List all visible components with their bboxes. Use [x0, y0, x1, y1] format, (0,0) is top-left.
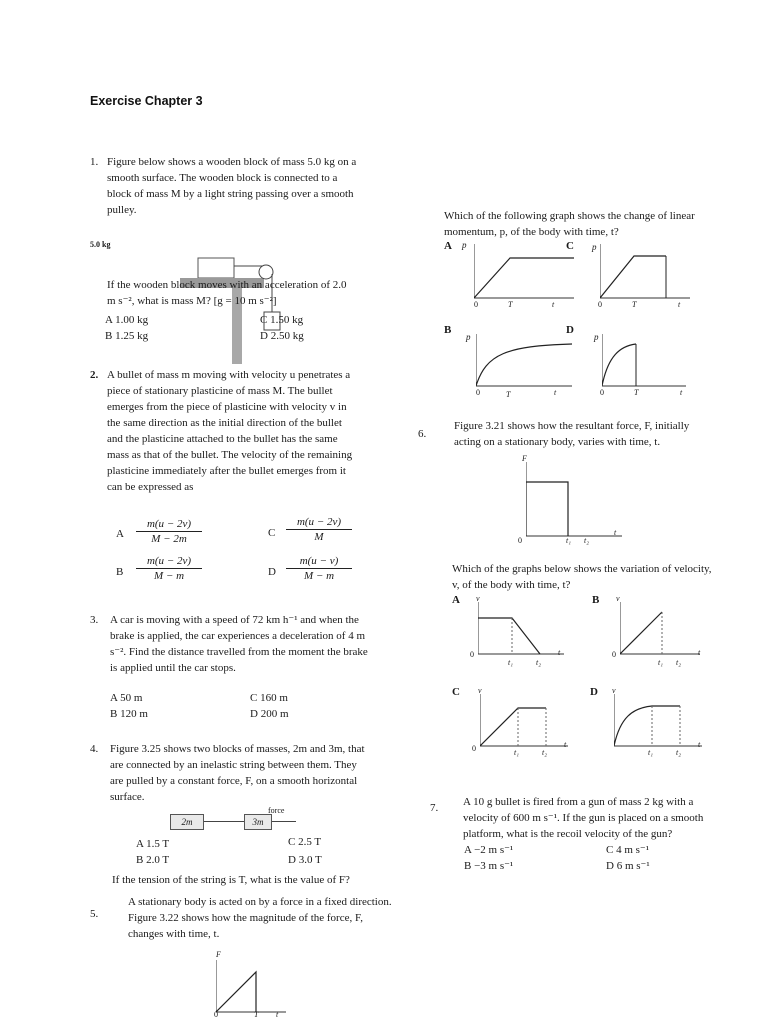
- q1-graph-b: [444, 324, 574, 399]
- q1-graph-c-t: t: [678, 300, 681, 309]
- q1-graph-d-letter: D: [566, 324, 574, 336]
- q1-graph-c-T: T: [632, 300, 637, 309]
- q7-option-c: C 4 m s⁻¹: [606, 844, 650, 856]
- q6-graph-c-t: t: [564, 740, 567, 749]
- q1-graph-b-letter: B: [444, 324, 452, 336]
- q6-graph-b-origin: 0: [612, 650, 616, 659]
- q6-graph-a-t1: t₁: [508, 658, 514, 667]
- q2-option-a: [136, 518, 202, 545]
- q1-wooden-block: [198, 258, 234, 278]
- q6-graph-c-origin: 0: [472, 744, 476, 753]
- q4-option-a: A 1.5 T: [136, 838, 170, 850]
- q2-option-a-denominator: M − 2m: [151, 533, 187, 545]
- q1-option-c: C 1.50 kg: [260, 314, 304, 326]
- q6-graph-d-letter: D: [590, 686, 598, 698]
- q1-option-d: D 2.50 kg: [260, 330, 304, 342]
- q2-option-b-numerator: m(u − 2v): [136, 555, 202, 569]
- q6-graph-c-t2: t₂: [542, 748, 548, 757]
- page-title: Exercise Chapter 3: [90, 94, 203, 108]
- q5-axis-origin: 0: [214, 1010, 218, 1019]
- q1-block-label: 5.0 kg: [90, 240, 111, 249]
- q1-text: Figure below shows a wooden block of mass 5.0 kg on a smooth surface. The wooden block is connected to a block of mass M by a light string passing over a smooth pulley.: [107, 156, 357, 216]
- q6-t2: t₂: [584, 536, 590, 545]
- q2-option-c: [286, 516, 352, 543]
- q1-graph-d: [566, 324, 696, 396]
- q6-axis-t: t: [614, 528, 617, 537]
- q5-axis-t: t: [276, 1010, 279, 1019]
- q4-text: Figure 3.25 shows two blocks of masses, 2m and 3m, that are connected by an inelastic string between them. They are pulled by a constant force, F, on a smooth horizontal surface.: [110, 743, 365, 803]
- q6-graph-d-t: t: [698, 740, 701, 749]
- q6-graph-question: Which of the graphs below shows the variation of velocity, v, of the body with time, t?: [452, 563, 712, 591]
- q4-force-label: force: [268, 806, 285, 815]
- q2-option-b: [136, 555, 202, 582]
- q1-graph-c-letter: C: [566, 240, 574, 252]
- q4-option-c: C 2.5 T: [288, 836, 322, 848]
- q3-option-d: D 200 m: [250, 708, 289, 720]
- q7-option-a: A −2 m s⁻¹: [464, 844, 514, 856]
- q1-graph-d-t: t: [680, 388, 683, 397]
- q4-string: [204, 821, 244, 822]
- q1-option-b: B 1.25 kg: [105, 330, 149, 342]
- q3-option-b: B 120 m: [110, 708, 148, 720]
- q1-graph-a-t: t: [552, 300, 555, 309]
- q7-number: 7.: [430, 802, 439, 814]
- q1-graph-c-axis-p: p: [592, 242, 597, 252]
- q1-graph-d-axis-p: p: [594, 332, 599, 342]
- q6-axis-origin: 0: [518, 536, 522, 545]
- q2-option-b-denominator: M − m: [153, 570, 185, 582]
- q1-graph-d-T: T: [634, 388, 639, 397]
- q7-text: A 10 g bullet is fired from a gun of mass 2 kg with a velocity of 600 m s⁻¹. If the gun is placed on a smooth platform, what is the recoil velocity of the gun?: [463, 796, 704, 840]
- q6-graph-d-t2: t₂: [676, 748, 682, 757]
- q2-option-c-numerator: m(u − 2v): [286, 516, 352, 530]
- q2-option-d-numerator: m(u − v): [286, 555, 352, 569]
- q4-number: 4.: [90, 743, 99, 755]
- q6-graph-c: [452, 686, 572, 766]
- q2-option-a-numerator: m(u − 2v): [136, 518, 202, 532]
- q1-number: 1.: [90, 156, 99, 168]
- q2-option-c-denominator: M: [314, 531, 324, 543]
- q6-graph-a-origin: 0: [470, 650, 474, 659]
- q6-graph-c-letter: C: [452, 686, 460, 698]
- q1-graph-question: Which of the following graph shows the change of linear momentum, p, of the body with time, t?: [444, 210, 695, 238]
- q6-graph-b-t: t: [698, 648, 701, 657]
- q5-axis-T: T: [254, 1010, 259, 1019]
- q6-graph-a-t2: t₂: [536, 658, 542, 667]
- q2-number: 2.: [90, 369, 99, 381]
- q6-t1: t₁: [566, 536, 572, 545]
- q6-force-graph: [516, 454, 626, 548]
- q1-graph-a-axis-p: p: [462, 240, 467, 250]
- q6-graph-c-axis-v: v: [478, 686, 482, 695]
- q6-graph-d-axis-v: v: [612, 686, 616, 695]
- q6-graph-d: [590, 686, 708, 766]
- q6-graph-b: [592, 594, 708, 674]
- q5-number: 5.: [90, 908, 99, 920]
- q4-block-3m: [244, 814, 272, 830]
- q4-force-arrow: [272, 821, 296, 822]
- q4-option-d: D 3.0 T: [288, 854, 322, 866]
- q6-graph-b-axis-v: v: [616, 594, 620, 603]
- q5-text: A stationary body is acted on by a force in a fixed direction. Figure 3.22 shows how the magnitude of the force, F, changes with time, t.: [128, 896, 392, 940]
- q6-text: Figure 3.21 shows how the resultant force, F, initially acting on a stationary body, varies with time, t.: [454, 420, 690, 448]
- q6-graph-a-t: t: [558, 648, 561, 657]
- q6-graph-b-letter: B: [592, 594, 600, 606]
- q6-graph-b-t1: t₁: [658, 658, 664, 667]
- q1-graph-a-letter: A: [444, 240, 452, 252]
- q6-number: 6.: [418, 428, 427, 440]
- q7-option-b: B −3 m s⁻¹: [464, 860, 514, 872]
- q4-block-3m-label: 3m: [252, 817, 264, 827]
- q6-graph-b-t2: t₂: [676, 658, 682, 667]
- q1-graph-a-T: T: [508, 300, 513, 309]
- q1-graph-c: [566, 240, 696, 312]
- q6-graph-d-t1: t₁: [648, 748, 654, 757]
- q1-graph-b-t: t: [554, 388, 557, 397]
- q6-graph-a: [452, 594, 568, 674]
- q1-option-a: A 1.00 kg: [105, 314, 149, 326]
- q2-option-d: [286, 555, 352, 582]
- q2-option-d-denominator: M − m: [303, 570, 335, 582]
- q1-graph-a-origin: 0: [474, 300, 478, 309]
- q1-graph-b-axis-p: p: [466, 332, 471, 342]
- q6-graph-a-letter: A: [452, 594, 460, 606]
- q3-option-c: C 160 m: [250, 692, 288, 704]
- q1-graph-a: [444, 240, 574, 312]
- q1-graph-c-origin: 0: [598, 300, 602, 309]
- q6-graph-c-t1: t₁: [514, 748, 520, 757]
- q4-block-2m: [170, 814, 204, 830]
- q4-block-2m-label: 2m: [181, 817, 193, 827]
- q3-text: A car is moving with a speed of 72 km h⁻¹ and when the brake is applied, the car experiences a deceleration of 4 m s⁻². Find the distance travelled from the moment the brake is applied until the car stops.: [110, 614, 368, 674]
- q2-option-c-letter: C: [268, 527, 276, 539]
- q1-pulley-figure: [180, 252, 290, 370]
- q4-footer: If the tension of the string is T, what is the value of F?: [112, 874, 350, 886]
- q6-graph-a-axis-v: v: [476, 594, 480, 603]
- q5-graph: [204, 950, 294, 1022]
- q1-graph-b-T: T: [506, 390, 511, 399]
- q3-number: 3.: [90, 614, 99, 626]
- q2-text: A bullet of mass m moving with velocity u penetrates a piece of stationary plasticine of mass M. The bullet emerges from the piece of plasticine with velocity v in the same direction as the initial direction of the bullet and the plasticine attached to the bullet has the same mass as that of the bullet. The velocity of the remaining plasticine immediately after the bullet emerges from it can be expressed as: [107, 369, 353, 493]
- q2-option-d-letter: D: [268, 566, 276, 578]
- q4-option-b: B 2.0 T: [136, 854, 170, 866]
- q4-blocks-figure: [170, 808, 300, 832]
- q1-graph-d-origin: 0: [600, 388, 604, 397]
- q1-graph-b-origin: 0: [476, 388, 480, 397]
- q7-option-d: D 6 m s⁻¹: [606, 860, 650, 872]
- q6-axis-F: F: [522, 454, 527, 463]
- q2-option-a-letter: A: [116, 528, 124, 540]
- q1-condition: If the wooden block moves with an acceleration of 2.0 m s⁻², what is mass M? [g = 10 m s⁻²]: [107, 279, 347, 307]
- q5-axis-F: F: [216, 950, 221, 959]
- q2-option-b-letter: B: [116, 566, 124, 578]
- q3-option-a: A 50 m: [110, 692, 143, 704]
